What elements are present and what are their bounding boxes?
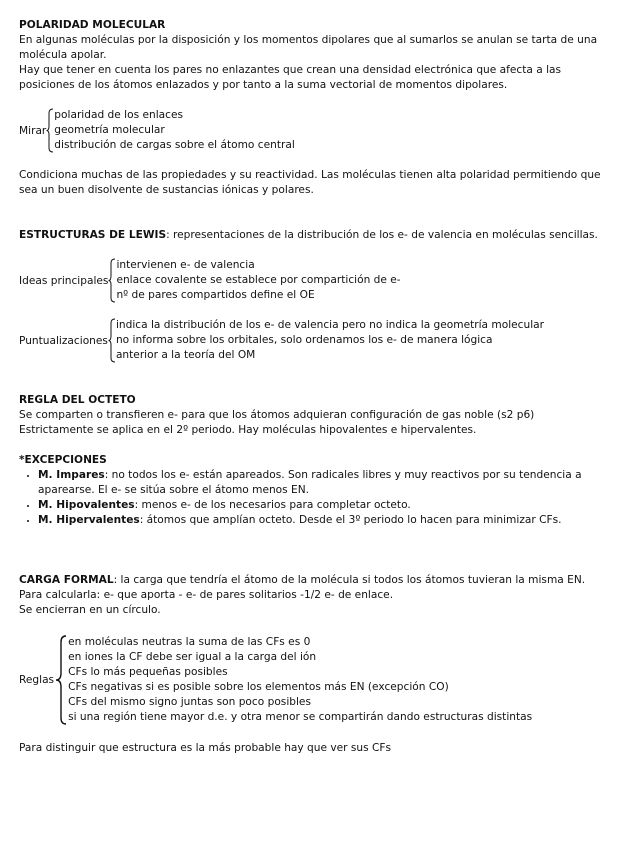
reglas-item: en iones la CF debe ser igual a la carga del ión	[68, 651, 317, 663]
lewis-heading	[19, 228, 619, 243]
list-item	[38, 498, 619, 513]
carga-heading	[19, 573, 619, 588]
list-item	[38, 513, 619, 528]
carga-description: : la carga que tendría el átomo de la molécula si todos los átomos tuvieran la misma EN.	[113, 574, 586, 586]
ideas-item: enlace covalente se establece por compartición de e-	[116, 274, 401, 286]
puntualizaciones-item: indica la distribución de los e- de valencia pero no indica la geometría molecular	[115, 319, 545, 331]
carga-paragraph-2: Se encierran en un círculo.	[19, 604, 161, 616]
section-title-polaridad: POLARIDAD MOLECULAR	[19, 19, 166, 31]
reglas-item: en moléculas neutras la suma de las CFs es 0	[68, 636, 311, 648]
curly-brace-icon	[108, 258, 116, 303]
document-page	[19, 18, 619, 756]
polaridad-paragraph-2: Hay que tener en cuenta los pares no enlazantes que crean una densidad electrónica que afecta a las posiciones de los átomos enlazados y por tanto a la suma vectorial de momentos dipolares.	[19, 64, 562, 91]
polaridad-paragraph-3: Condiciona muchas de las propiedades y su reactividad. Las moléculas tienen alta polaridad permitiendo que sea un buen disolvente de sustancias iónicas y polares.	[19, 169, 601, 196]
reglas-item: CFs del mismo signo juntas son poco posibles	[68, 696, 311, 708]
octeto-paragraph-1: Se comparten o transfieren e- para que los átomos adquieran configuración de gas noble (s2 p6)	[19, 409, 535, 421]
exception-text: : átomos que amplían octeto. Desde el 3º periodo lo hacen para minimizar CFs.	[139, 514, 562, 526]
puntualizaciones-brace-group	[19, 318, 619, 363]
puntualizaciones-label: Puntualizaciones	[19, 334, 108, 347]
section-title-lewis: ESTRUCTURAS DE LEWIS	[19, 229, 167, 241]
reglas-label: Reglas	[19, 674, 55, 686]
section-title-octeto: REGLA DEL OCTETO	[19, 394, 136, 406]
curly-brace-icon	[46, 108, 54, 153]
mirar-brace-group	[19, 108, 619, 153]
polaridad-paragraph-1: En algunas moléculas por la disposición y los momentos dipolares que al sumarlos se anulan se tarta de una molécula apolar.	[19, 34, 598, 61]
ideas-brace-group	[19, 258, 619, 303]
excepciones-title: *EXCEPCIONES	[19, 454, 107, 466]
mirar-label: Mirar	[19, 124, 47, 137]
curly-brace-icon	[54, 635, 68, 725]
mirar-item: geometría molecular	[54, 124, 165, 136]
curly-brace-icon	[108, 318, 116, 363]
exception-text: : no todos los e- están apareados. Son radicales libres y muy reactivos por su tendencia a aparearse. El e- se sitúa sobre el átomo menos EN.	[38, 469, 582, 496]
list-item	[38, 468, 619, 498]
octeto-paragraph-2: Estrictamente se aplica en el 2º periodo. Hay moléculas hipovalentes e hipervalentes.	[19, 424, 477, 436]
lewis-description: : representaciones de la distribución de los e- de valencia en moléculas sencillas.	[166, 229, 598, 241]
exception-term: M. Impares	[38, 469, 105, 481]
exception-term: M. Hipervalentes	[38, 514, 140, 526]
ideas-label: Ideas principales	[19, 274, 109, 287]
puntualizaciones-item: no informa sobre los orbitales, solo ordenamos los e- de manera lógica	[115, 334, 493, 346]
reglas-item: CFs lo más pequeñas posibles	[68, 666, 228, 678]
ideas-item: nº de pares compartidos define el OE	[116, 289, 315, 301]
puntualizaciones-item: anterior a la teoría del OM	[115, 349, 256, 361]
ideas-item: intervienen e- de valencia	[116, 259, 255, 271]
exception-text: : menos e- de los necesarios para completar octeto.	[134, 499, 411, 511]
reglas-brace-group	[19, 635, 619, 725]
exception-term: M. Hipovalentes	[38, 499, 135, 511]
carga-paragraph-1: Para calcularla: e- que aporta - e- de pares solitarios -1/2 e- de enlace.	[19, 589, 394, 601]
mirar-item: polaridad de los enlaces	[54, 109, 183, 121]
carga-final-paragraph: Para distinguir que estructura es la más probable hay que ver sus CFs	[19, 742, 392, 754]
section-title-carga: CARGA FORMAL	[19, 574, 114, 586]
reglas-item: si una región tiene mayor d.e. y otra menor se compartirán dando estructuras distintas	[68, 711, 533, 723]
mirar-item: distribución de cargas sobre el átomo central	[54, 139, 295, 151]
reglas-item: CFs negativas si es posible sobre los elementos más EN (excepción CO)	[68, 681, 449, 693]
excepciones-list	[19, 468, 619, 528]
